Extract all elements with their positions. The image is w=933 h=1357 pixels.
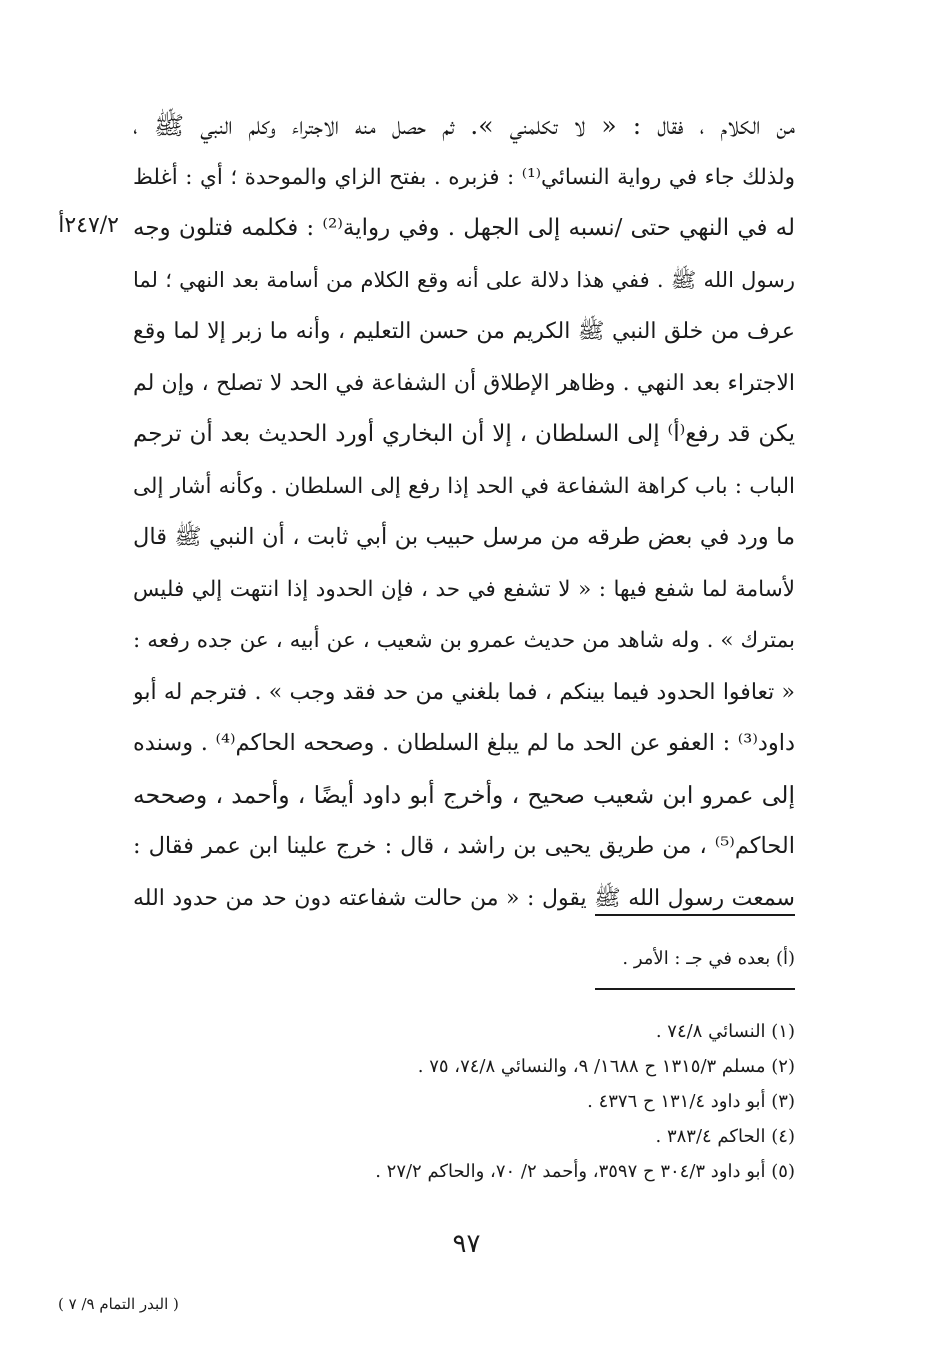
text-line-11: بمترك » . وله شاهد من حديث عمرو بن شعيب ، عن أبيه ، عن جده رفعه : bbox=[133, 628, 795, 653]
text-line-8: الباب : باب كراهة الشفاعة في الحد إذا رفع إلى السلطان . وكأنه أشار إلى bbox=[133, 473, 795, 499]
text-line-14: إلى عمرو ابن شعيب صحيح ، وأخرج أبو داود أيضًا ، وأحمد ، وصححه bbox=[133, 780, 795, 809]
text-line-16: سمعت رسول الله ﷺ يقول : « من حالت شفاعته دون حد من حدود الله bbox=[133, 885, 795, 911]
text-line-15: الحاكم⁽⁵⁾ ، من طريق يحيى بن راشد ، قال : خرج علينا ابن عمر فقال : bbox=[133, 833, 795, 859]
book-signature-mark: ( البدر التمام ٩/ ٧ ) bbox=[58, 1295, 179, 1313]
footnote-1: (١) النسائي ٧٤/٨ . bbox=[655, 1021, 795, 1042]
text-line-7: يكن قد رفع⁽أ⁾ إلى السلطان ، إلا أن البخاري أورد الحديث بعد أن ترجم bbox=[133, 421, 795, 447]
text-line-10: لأسامة لما شفع فيها : « لا تشفع في حد ، فإن الحدود إذا انتهت إلي فليس bbox=[133, 576, 795, 602]
footnote-separator-top bbox=[595, 914, 795, 916]
text-line-1: من الكلام ، فقال : « لا تكلمني ». ثم حصل منه الاجتراء وكلم النبي ﷺ ، bbox=[133, 111, 795, 140]
footnote-3: (٣) أبو داود ١٣١/٤ ح ٤٣٧٦ . bbox=[587, 1091, 795, 1112]
footnote-4: (٤) الحاكم ٣٨٣/٤ . bbox=[655, 1126, 795, 1147]
text-line-9: ما ورد في بعض طرقه من مرسل حبيب بن أبي ثابت ، أن النبي ﷺ قال bbox=[133, 524, 795, 550]
variant-footnote: (أ) بعده في جـ : الأمر . bbox=[622, 948, 795, 969]
footnote-5: (٥) أبو داود ٣٠٤/٣ ح ٣٥٩٧، وأحمد ٢/ ٧٠، والحاكم ٢٧/٢ . bbox=[375, 1161, 795, 1182]
footnote-separator-bottom bbox=[595, 988, 795, 990]
text-line-5: عرف من خلق النبي ﷺ الكريم من حسن التعليم ، وأنه ما زبر إلا لما وقع bbox=[133, 319, 795, 344]
text-line-2: ولذلك جاء في رواية النسائي⁽¹⁾ : فزبره . بفتح الزاي والموحدة ؛ أي : أغلظ bbox=[133, 164, 795, 190]
text-line-4: رسول الله ﷺ . ففي هذا دلالة على أنه وقع الكلام من أسامة بعد النهي ؛ لما bbox=[133, 267, 795, 292]
footnotes-list bbox=[133, 1014, 795, 1189]
text-line-6: الاجتراء بعد النهي . وظاهر الإطلاق أن الشفاعة في الحد لا تصلح ، وإن لم bbox=[133, 370, 795, 396]
text-line-13: داود⁽³⁾ : العفو عن الحد ما لم يبلغ السلطان . وصححه الحاكم⁽⁴⁾ . وسنده bbox=[133, 730, 795, 756]
page-number: ٩٧ bbox=[452, 1229, 481, 1259]
text-line-3: له في النهي حتى /نسبه إلى الجهل . وفي رواية⁽²⁾ : فكلمه فتلون وجه bbox=[133, 215, 795, 241]
manuscript-folio-note: ٢٤٧/٢أ bbox=[58, 213, 119, 238]
footnote-2: (٢) مسلم ١٣١٥/٣ ح ١٦٨٨/ ٩، والنسائي ٧٤/٨، ٧٥ . bbox=[417, 1056, 795, 1077]
main-text-block bbox=[133, 100, 795, 924]
text-line-12: « تعافوا الحدود فيما بينكم ، فما بلغني من حد فقد وجب » . فترجم له أبو bbox=[133, 679, 795, 705]
